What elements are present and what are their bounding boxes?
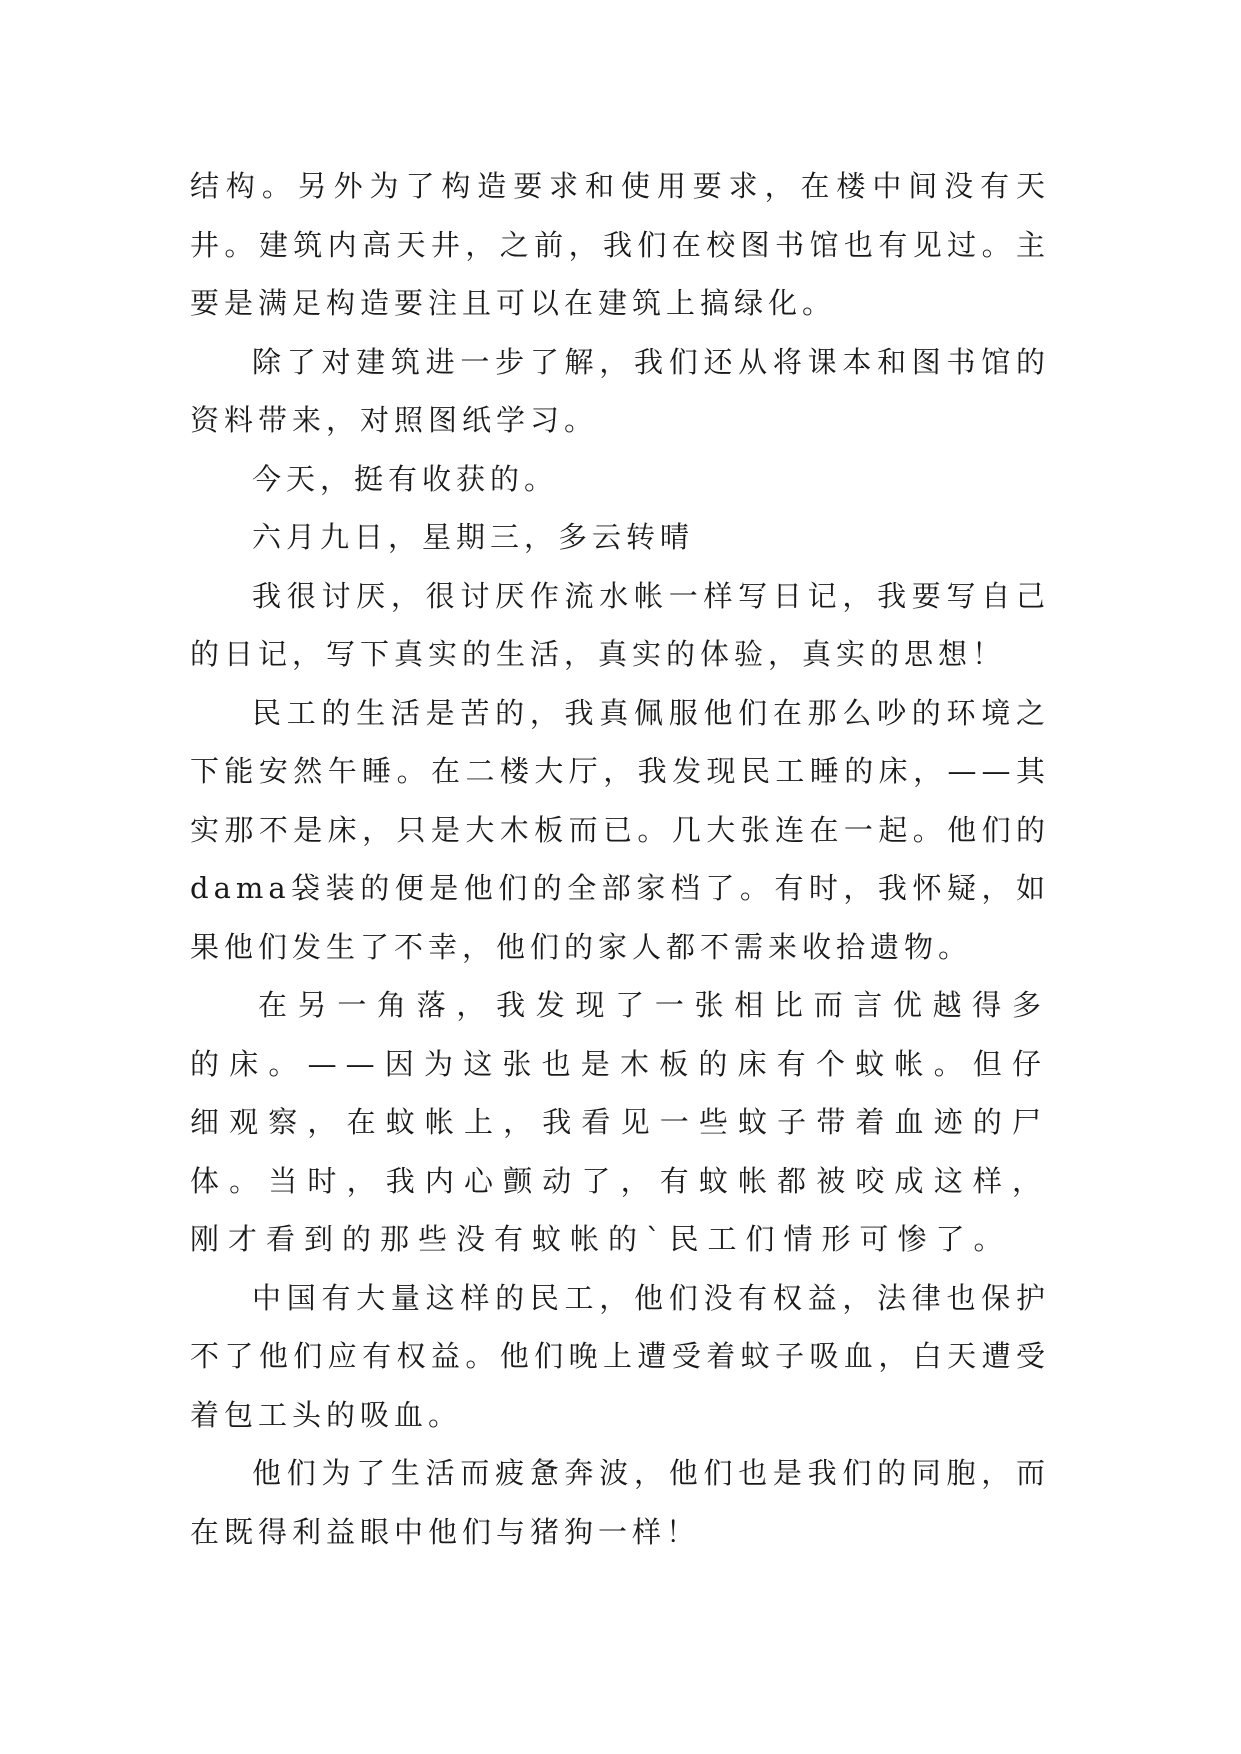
paragraph-construction: 结构。另外为了构造要求和使用要求，在楼中间没有天井。建筑内高天井，之前，我们在校图书馆也有见过。主要是满足构造要注且可以在建筑上搞绿化。 [190, 169, 1050, 320]
paragraph-today-gain: 今天，挺有收获的。 [252, 461, 559, 496]
paragraph-compatriots: 他们为了生活而疲惫奔波，他们也是我们的同胞，而在既得利益眼中他们与猪狗一样！ [190, 1456, 1050, 1549]
paragraph-mosquito-net: 在另一角落，我发现了一张相比而言优越得多的床。——因为这张也是木板的床有个蚊帐。但仔细观察，在蚊帐上，我看见一些蚊子带着血迹的尸体。当时，我内心颤动了，有蚊帐都被咬成这样，刚才看到的那些没有蚊帐的`民工们情形可惨了。 [190, 988, 1050, 1256]
document-body [190, 157, 1050, 1561]
diary-date-heading: 六月九日，星期三，多云转晴 [252, 520, 695, 554]
paragraph-diary-intent: 我很讨厌，很讨厌作流水帐一样写日记，我要写自己的日记，写下真实的生活，真实的体验，真实的思想！ [190, 578, 1050, 671]
paragraph-workers-rights: 中国有大量这样的民工，他们没有权益，法律也保护不了他们应有权益。他们晚上遭受着蚊子吸血，白天遭受着包工头的吸血。 [190, 1280, 1050, 1432]
paragraph-workers-life: 民工的生活是苦的，我真佩服他们在那么吵的环境之下能安然午睡。在二楼大厅，我发现民工睡的床，——其实那不是床，只是大木板而已。几大张连在一起。他们的dama袋装的便是他们的全部家档了。有时，我怀疑，如果他们发生了不幸，他们的家人都不需来收拾遗物。 [190, 695, 1050, 964]
paragraph-study-materials: 除了对建筑进一步了解，我们还从将课本和图书馆的资料带来，对照图纸学习。 [190, 344, 1050, 437]
